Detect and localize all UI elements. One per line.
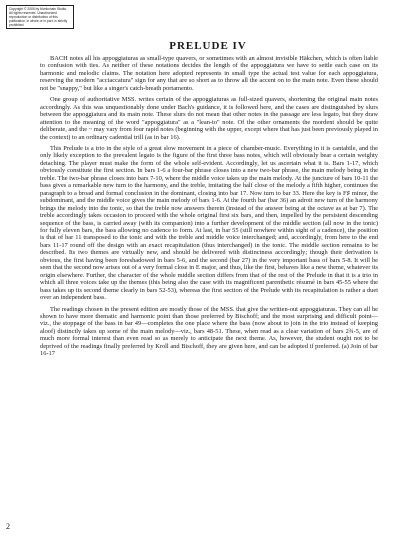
- page-title: PRELUDE IV: [169, 40, 247, 52]
- page-number: 2: [6, 522, 10, 531]
- paragraph: The readings chosen in the present edition are mostly those of the MSS. that give the written-out appoggiaturas. They can all be shown to have more thematic and harmonic point than those preferred by Bischoff; and the most surprising and difficult point—viz., the stoppage of the bass in bar 49—completes the one place where the bass (now about to join in the trio instead of keeping aloof) distinctly takes up some of the main melody—viz., bars 48-51. These, when read as a clear variation of bars 2¾-5, are of much more formal interest than even read so as merely to anticipate the next theme. As, however, the student ought not to be deprived of the readings finally preferred by Kroll and Bischoff, they are given here, and can be adopted if preferred. (a) Join of bar 16-17: [40, 305, 378, 358]
- paragraph: This Prelude is a trio in the style of a great slow movement in a piece of chamber-music. Everything in it is cantabile, and the only likely exception to the prevalent legato is the figure of the first three bass notes, which will obviously bear a certain weighty detaching. The player must make the form of the whole self-evident. Accordingly, let us ascertain what it is. Bars 1-17, which obviously constitute the first section. In bars 1-6 a four-bar phrase closes into a new two-bar phrase, the main melody being in the treble. The two-bar phrase closes into bars 7-10, where the middle voice takes up the main melody. At the juncture of bars 10-11 the bass gives a remarkable new turn to the harmony, and the treble, imitating the half close of the melody a fifth higher, continues the paragraph to a broad and formal conclusion in the dominant, closing into bar 17. Now turn to bar 33. Here the key is F♯ minor, the subdominant, and the middle voice gives the main melody of bars 1-6. At the fourth bar (bar 36) an adroit new turn of the harmony brings the melody into the tonic, so that the treble now answers therein (instead of the answer being at the octave as at bar 7). The treble accordingly takes occasion to proceed with the whole original first six bars, and then, impelled by the persistent descending sequence of the bass, is carried away (with its companion) into a further development of the middle section (all now in the tonic) for fully eleven bars, the bass allowing no cadence to form. At last, in bar 55 (still nowhere within sight of a cadence), the position is that of bar 11 transposed to the tonic and with the treble and middle voice interchanged; and, accordingly, from here to the end bars 11-17 round off the design with an exact recapitulation (thus interchanged) in the tonic. The middle section remains to be described. Its two themes are virtually new, and should be delivered with distinctness accordingly; though their derivation is obvious, the first having been foreshadowed in bars 5-6, and the second (bar 27) in the very important bass of bars 5-8. It will be seen that the second now arises out of a very formal close in E major, and thus, like the first, behaves like a new theme, whatever its origin elsewhere. Further, the character of the whole middle section differs from that of the rest of the Prelude in that it is a trio in which all three voices take up the themes (this being also the case with its magnificent parenthetic résumé in bars 45-55 where the bass takes up its second theme clearly in bars 52-53), whereas the first section of the Prelude with its recapitulation is rather a duet over an independent bass.: [40, 144, 378, 302]
- paragraph: BACH notes all his appoggiaturas as small-type quavers, or sometimes with an almost invisible Häkchen, which is often liable to confusion with ties. As neither of these notations decides the length of the appoggiatura we have to settle each case on its harmonic and melodic claims. The notation here adopted represents in small type the actual test value for each appoggiatura, reserving the modern "acciaccatura" sign for any that are so short as to throw all the accent on to the main note. Even these should not be "snappy," but like a singer's catch-breath portamento.: [40, 55, 378, 92]
- body-text: [40, 55, 378, 362]
- paragraph: One group of authoritative MSS. writes certain of the appoggiaturas as full-sized quavers, shortening the original main notes accordingly. As this was unquestionably done under Bach's guidance, it is followed here, and the cases are distinguished by slurs between the appoggiatura and its main note. These slurs do not mean that other notes in the passage are less legato, but they draw attention to the meaning of the word "appoggiatura" as a "lean-to" note. Of the other ornaments the mordent should be quite deliberate, and the ~ may vary from four rapid notes (beginning with the upper, except where that has just been previously played in the context) to an ordinary cadential trill (as in bar 16).: [40, 96, 378, 141]
- copyright-notice: Copyright © 2005 by Monkchain Studio. All rights reserved. Unauthorized reproduction or distribution of this publication, in whole or in part, is strictly prohibited.: [6, 5, 74, 29]
